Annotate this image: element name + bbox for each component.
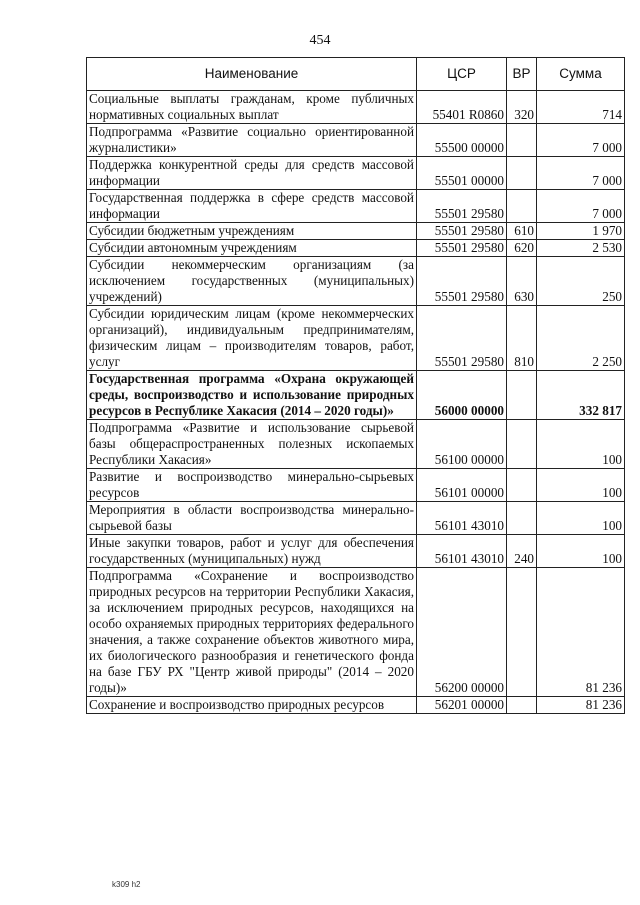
row-csr: 56201 00000 [417,697,507,714]
row-sum: 100 [537,502,625,535]
row-name: Сохранение и воспроизводство природных ресурсов [87,697,417,714]
table-row [87,124,625,157]
row-vr: 630 [507,257,537,306]
row-csr: 55501 29580 [417,240,507,257]
row-name: Социальные выплаты гражданам, кроме публичных нормативных социальных выплат [87,91,417,124]
table-row [87,535,625,568]
row-csr: 56101 00000 [417,469,507,502]
row-vr: 810 [507,306,537,371]
row-csr: 55501 29580 [417,223,507,240]
row-csr: 55501 29580 [417,190,507,223]
row-sum: 100 [537,535,625,568]
row-csr: 55500 00000 [417,124,507,157]
row-vr: 320 [507,91,537,124]
row-vr [507,124,537,157]
row-sum: 81 236 [537,697,625,714]
row-csr: 55501 29580 [417,257,507,306]
row-csr: 56000 00000 [417,371,507,420]
row-sum: 2 530 [537,240,625,257]
table-row [87,190,625,223]
row-name: Субсидии некоммерческим организациям (за исключением государственных (муниципальных) учреждений) [87,257,417,306]
row-csr: 56101 43010 [417,502,507,535]
row-name: Подпрограмма «Развитие социально ориентированной журналистики» [87,124,417,157]
row-vr [507,420,537,469]
row-csr: 55501 29580 [417,306,507,371]
row-name: Субсидии бюджетным учреждениям [87,223,417,240]
table-row [87,420,625,469]
row-sum: 7 000 [537,190,625,223]
row-vr [507,469,537,502]
row-name: Субсидии автономным учреждениям [87,240,417,257]
table-row [87,469,625,502]
table-row [87,240,625,257]
row-name: Развитие и воспроизводство минерально-сырьевых ресурсов [87,469,417,502]
row-vr: 620 [507,240,537,257]
row-sum: 81 236 [537,568,625,697]
page-number: 454 [309,33,331,48]
table-row [87,257,625,306]
table-row [87,91,625,124]
header-name: Наименование [87,58,417,91]
row-vr [507,157,537,190]
table-row [87,502,625,535]
row-csr: 55401 R0860 [417,91,507,124]
row-sum: 7 000 [537,124,625,157]
header-sum: Сумма [537,58,625,91]
row-vr: 610 [507,223,537,240]
row-csr: 56101 43010 [417,535,507,568]
row-name: Государственная поддержка в сфере средств массовой информации [87,190,417,223]
table-header-row [87,58,625,91]
table-row [87,697,625,714]
row-name: Субсидии юридическим лицам (кроме некоммерческих организаций), индивидуальным предпринимателям, физическим лицам – производителям товаров, работ, услуг [87,306,417,371]
row-vr [507,502,537,535]
row-csr: 55501 00000 [417,157,507,190]
row-name: Мероприятия в области воспроизводства минерально-сырьевой базы [87,502,417,535]
table-row [87,157,625,190]
table-row [87,371,625,420]
row-sum: 7 000 [537,157,625,190]
row-sum: 100 [537,469,625,502]
row-vr [507,190,537,223]
row-sum: 2 250 [537,306,625,371]
row-sum: 714 [537,91,625,124]
budget-table [86,57,625,714]
row-name: Иные закупки товаров, работ и услуг для обеспечения государственных (муниципальных) нужд [87,535,417,568]
header-csr: ЦСР [417,58,507,91]
table-row [87,568,625,697]
row-csr: 56100 00000 [417,420,507,469]
table-row [87,306,625,371]
row-name: Подпрограмма «Развитие и использование сырьевой базы общераспространенных полезных ископаемых Республики Хакасия» [87,420,417,469]
row-csr: 56200 00000 [417,568,507,697]
row-sum: 250 [537,257,625,306]
footer-code: k309 h2 [112,880,141,889]
header-vr: ВР [507,58,537,91]
row-sum: 100 [537,420,625,469]
table-row [87,223,625,240]
row-sum: 332 817 [537,371,625,420]
row-vr: 240 [507,535,537,568]
row-vr [507,371,537,420]
row-name: Подпрограмма «Сохранение и воспроизводство природных ресурсов на территории Республики Хакасия, за исключением природных ресурсов, находящихся на особо охраняемых природных территориях федерального значения, а также сохранение объектов животного мира, их биологического разнообразия и генетического фонда на базе ГБУ РХ "Центр живой природы" (2014 – 2020 годы)» [87,568,417,697]
row-vr [507,568,537,697]
row-name: Поддержка конкурентной среды для средств массовой информации [87,157,417,190]
row-vr [507,697,537,714]
row-name: Государственная программа «Охрана окружающей среды, воспроизводство и использование природных ресурсов в Республике Хакасия (2014 – 2020 годы)» [87,371,417,420]
row-sum: 1 970 [537,223,625,240]
